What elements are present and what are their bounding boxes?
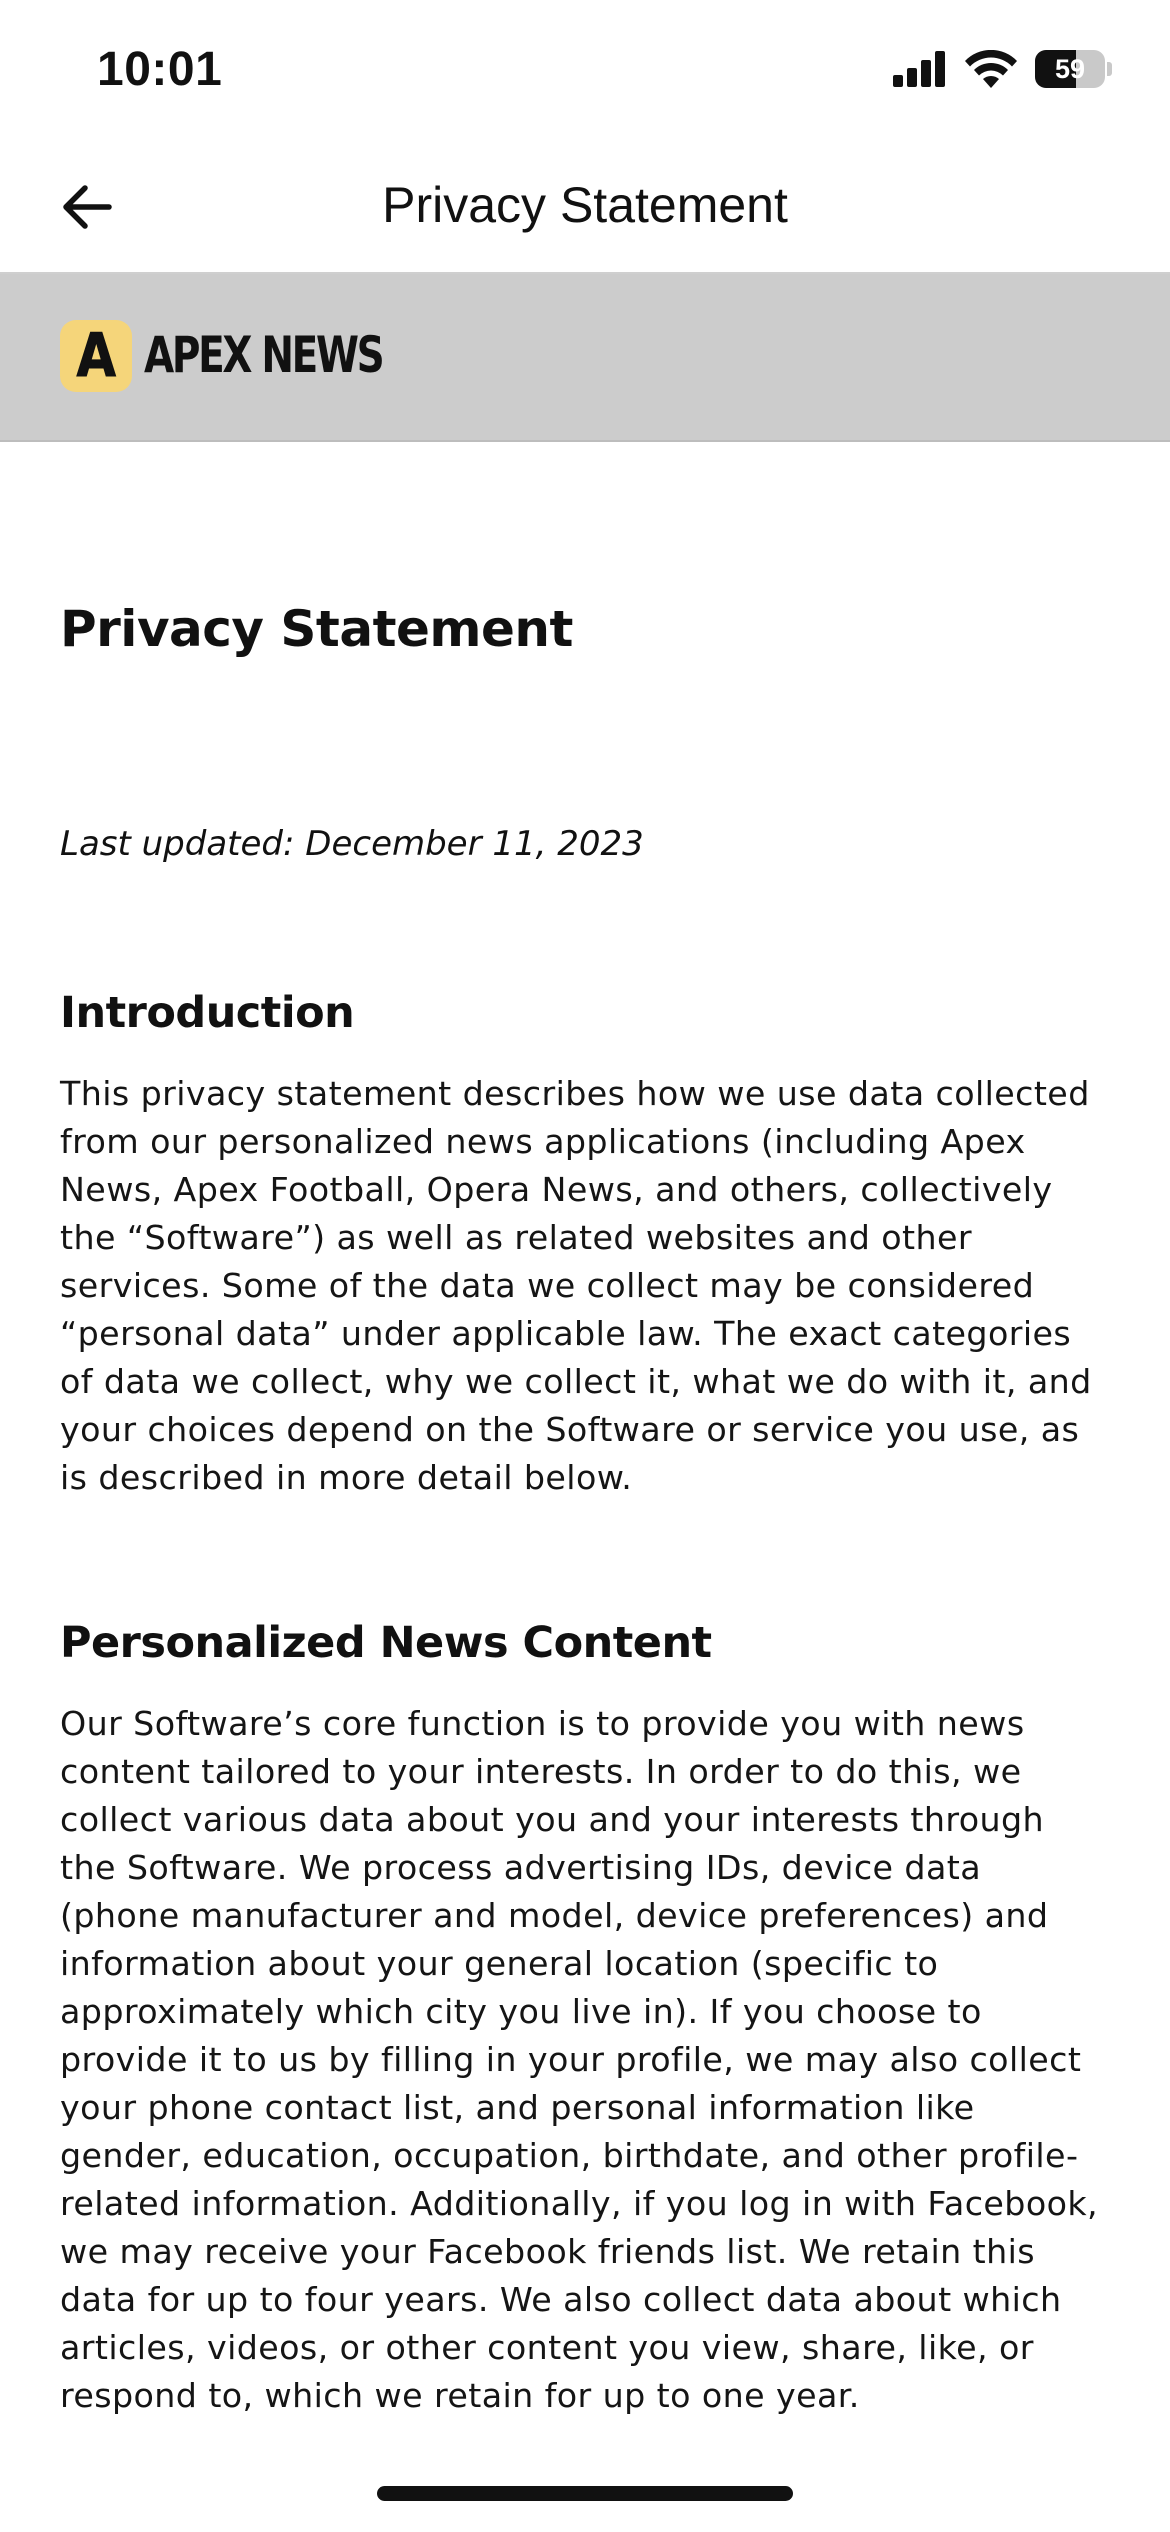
brand-name: APEX NEWS (144, 326, 383, 384)
brand-banner (0, 274, 1170, 442)
status-time: 10:01 (97, 43, 223, 96)
battery-icon (1035, 50, 1105, 88)
wifi-icon (965, 50, 1017, 88)
logo-letter: A (76, 321, 116, 391)
section-body-introduction: This privacy statement describes how we use data collected from our personalized news applications (including Apex News, Apex Football, Opera News, and others, collectively the “Software”) as well as related websites and other services. Some of the data we collect may be considered “personal data” under applicable law. The exact categories of data we collect, why we collect it, what we do with it, and your choices depend on the Software or service you use, as is described in more detail below. (60, 1074, 1092, 1497)
status-bar (0, 0, 1170, 140)
last-updated-date: Last updated: December 11, 2023 (60, 824, 644, 864)
nav-title: Privacy Statement (382, 177, 788, 233)
section-title-personalized-news-content: Personalized News Content (60, 1618, 712, 1668)
status-icons (893, 50, 1112, 88)
battery-nub (1107, 62, 1112, 76)
apex-news-logo-icon (60, 320, 132, 392)
home-indicator[interactable] (377, 2486, 793, 2501)
battery-level: 59 (1054, 53, 1086, 84)
section-body-personalized-news-content: Our Software’s core function is to provide you with news content tailored to your interests. In order to do this, we collect various data about you and your interests through the Software. We process advertising IDs, device data (phone manufacturer and model, device preferences) and information about your general location (specific to approximately which city you live in). If you choose to provide it to us by filling in your profile, we may also collect your phone contact list, and personal information like gender, education, occupation, birthdate, and other profile-related information. Additionally, if you log in with Facebook, we may receive your Facebook friends list. We retain this data for up to four years. We also collect data about which articles, videos, or other content you view, share, like, or respond to, which we retain for up to one year. (60, 1704, 1099, 2415)
navigation-bar (0, 140, 1170, 274)
page-title: Privacy Statement (60, 600, 573, 658)
cellular-signal-icon (893, 51, 947, 87)
section-title-introduction: Introduction (60, 988, 355, 1038)
